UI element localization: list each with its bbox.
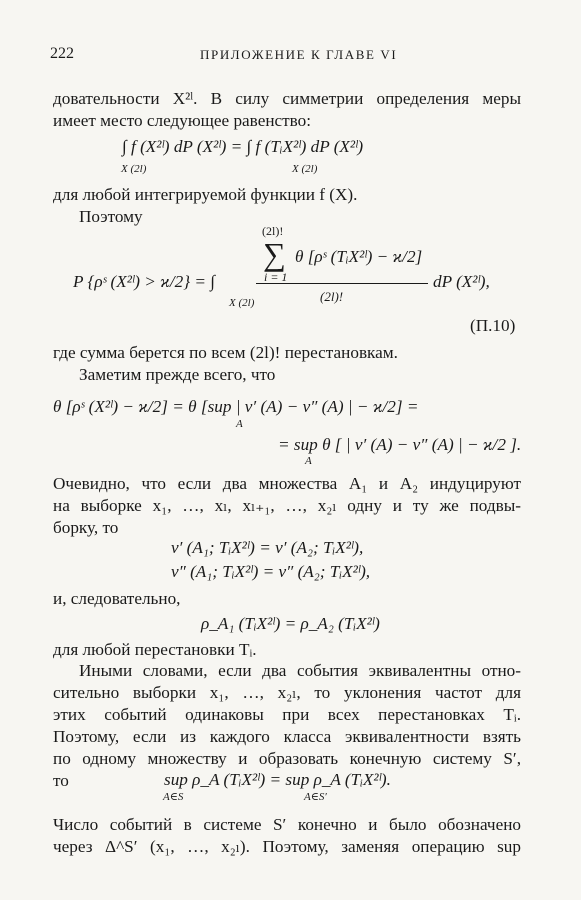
paragraph-line: по одному множеству и образовать конечную систему S′, [53, 749, 521, 768]
formula-eq2-lhs: P {ρˢ (X²ˡ) > ϰ/2} = ∫ [73, 272, 215, 291]
paragraph-line: Поэтому, если из каждого класса эквивалентности взять [53, 727, 521, 746]
formula-eq2-sum-bottom: i = 1 [264, 270, 288, 284]
summation-sign: ∑ [263, 236, 286, 272]
paragraph-line: и, следовательно, [53, 589, 181, 608]
formula-text: ∫ f (X²ˡ) dP (X²ˡ) = ∫ f (TᵢX²ˡ) dP (X²ˡ) [122, 137, 364, 156]
formula-eq5: ρ_A₁ (TᵢX²ˡ) = ρ_A₂ (TᵢX²ˡ) [201, 614, 380, 633]
paragraph-line: борку, то [53, 518, 119, 537]
paragraph-line: через Δ^S′ (x₁, …, x₂ₗ). Поэтому, заменяя операцию sup [53, 837, 521, 856]
paragraph-line: на выборке x₁, …, xₗ, xₗ₊₁, …, x₂ₗ одну и ту же подвы- [53, 496, 521, 515]
formula-subscript: X (2l) [121, 163, 147, 175]
formula-subscript: A [236, 418, 243, 430]
formula-eq2-rhs: dP (X²ˡ), [433, 272, 490, 291]
equation-number: (П.10) [470, 316, 516, 335]
formula-eq4-line1: ν′ (A₁; TᵢX²ˡ) = ν′ (A₂; TᵢX²ˡ), [171, 538, 364, 557]
formula-eq4-line2: ν″ (A₁; TᵢX²ˡ) = ν″ (A₂; TᵢX²ˡ), [171, 562, 371, 581]
paragraph-line: Поэтому [79, 207, 143, 226]
paragraph-line: где сумма берется по всем (2l)! перестановкам. [53, 343, 398, 362]
formula-subscript: A [305, 455, 312, 467]
paragraph-line: Иными словами, если два события эквивалентны отно- [79, 661, 521, 680]
paragraph-line: Число событий в системе S′ конечно и было обозначено [53, 815, 521, 834]
paragraph-line: для любой интегрируемой функции f (X). [53, 185, 358, 204]
formula-eq6: sup ρ_A (TᵢX²ˡ) = sup ρ_A (TᵢX²ˡ). [164, 770, 391, 789]
formula-eq2-sum-top: (2l)! [262, 224, 284, 238]
paragraph-line: этих событий одинаковы при всех перестановках Tᵢ. [53, 705, 521, 724]
formula-eq2-summand: θ [ρˢ (TᵢX²ˡ) − ϰ/2] [295, 247, 423, 266]
formula-subscript: X (2l) [292, 163, 318, 175]
paragraph-line: то [53, 771, 69, 790]
formula-eq2-den: (2l)! [320, 289, 344, 304]
formula-subscript: A∈S [163, 791, 184, 803]
formula-eq3-line1: θ [ρˢ (X²ˡ) − ϰ/2] = θ [sup | ν′ (A) − ν″ (A) | − ϰ/2] = [53, 397, 419, 416]
running-title: ПРИЛОЖЕНИЕ К ГЛАВЕ VI [200, 47, 398, 62]
formula-subscript: X (2l) [229, 297, 255, 309]
formula-subscript: A∈S′ [304, 791, 327, 803]
paragraph-line: сительно выборки x₁, …, x₂ₗ, то уклонения частот для [53, 683, 521, 702]
paragraph-line: Очевидно, что если два множества A₁ и A₂ индуцируют [53, 474, 521, 493]
formula-eq3-line2: = sup θ [ | ν′ (A) − ν″ (A) | − ϰ/2 ]. [278, 435, 522, 454]
formula-eq1 [122, 137, 363, 158]
page-number: 222 [50, 45, 74, 62]
fraction-bar [256, 283, 428, 284]
paragraph-line: Заметим прежде всего, что [79, 365, 276, 384]
paragraph-line: имеет место следующее равенство: [53, 111, 312, 130]
paragraph-line: для любой перестановки Tᵢ. [53, 640, 257, 659]
paragraph-line: довательности X²ˡ. В силу симметрии определения меры [53, 89, 521, 108]
